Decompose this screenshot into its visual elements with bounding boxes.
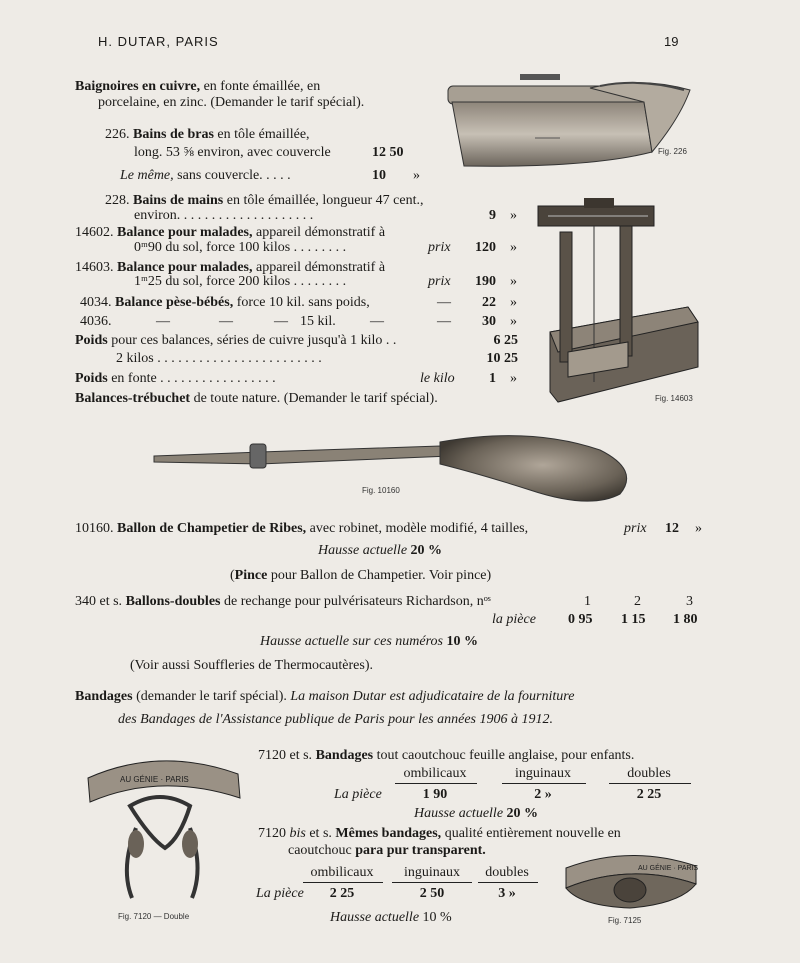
item-desc-bold: para pur transparent. [355, 843, 486, 858]
item-title: Pince [234, 568, 268, 583]
item-226-line1 [105, 127, 310, 143]
bandage-belt-illustration [560, 848, 702, 916]
item-14602-line2: 0ᵐ90 du sol, force 100 kilos . . . . . . . . [134, 240, 347, 255]
item-title: Balance pèse-bébés, [115, 295, 234, 310]
ballons-doubles-n1: 1 [584, 594, 591, 609]
bathtub-illustration [440, 68, 700, 174]
poids-line1 [75, 333, 396, 349]
item-title: Ballons-doubles [125, 594, 221, 609]
item-4036-num: 4036. [80, 314, 112, 329]
item-desc: (demander le tarif spécial). [136, 689, 287, 704]
item-number: 4034. [80, 295, 112, 310]
ballon-hausse [318, 543, 442, 559]
item-italic: Le même, [120, 168, 174, 183]
ballons-doubles-p3: 1 80 [673, 612, 698, 627]
poids-line1-price: 6 25 [493, 333, 518, 348]
item-title: Bandages [75, 689, 133, 704]
poids-fonte-price-sign: » [510, 371, 517, 386]
item-4034-dash: — [437, 295, 451, 310]
item-number: 226. [105, 127, 130, 142]
item-4036-desc: 15 kil. [300, 314, 336, 329]
hausse-label: Hausse actuelle [414, 806, 504, 821]
item-desc: de toute nature. (Demander le tarif spécial). [193, 391, 438, 406]
item-14602-price-sign: » [510, 240, 517, 255]
item-title: Balance pour malades, [117, 260, 253, 275]
item-desc: avec robinet, modèle modifié, 4 tailles, [309, 521, 529, 536]
hausse-value: 10 % [422, 910, 452, 925]
b7120bis-col-doubles: doubles [485, 865, 529, 880]
item-title: Balances-trébuchet [75, 391, 191, 406]
ballons-doubles-la-piece: la pièce [492, 612, 536, 627]
item-desc: pour Ballon de Champetier. Voir pince) [270, 568, 492, 583]
ballons-doubles-n3: 3 [686, 594, 693, 609]
b7120-v1: 1 90 [422, 787, 448, 802]
b7120bis-hausse [330, 910, 452, 926]
item-desc: de rechange pour pulvérisateurs Richardson, nᵒˢ [224, 594, 491, 609]
b7120bis-rule-2 [392, 882, 472, 883]
item-number: 228. [105, 193, 130, 208]
poids-line2-price: 10 25 [486, 351, 518, 366]
item-14603-prix: prix [428, 274, 451, 289]
b7120bis-line2 [288, 843, 486, 859]
b7120-v2: 2 » [534, 787, 552, 802]
belt-engraving: AU GÉNIE · PARIS [638, 865, 699, 872]
item-4036-price-sign: » [510, 314, 517, 329]
fig-7125-caption: Fig. 7125 [608, 916, 642, 925]
ballon-price-sign: » [695, 521, 702, 536]
item-desc: tout caoutchouc feuille anglaise, pour enfants. [376, 748, 635, 763]
item-desc: appareil démonstratif à [255, 260, 386, 275]
item-4036-dash5: — [437, 314, 451, 329]
item-226b-price: 10 [372, 168, 386, 183]
item-title: Mêmes bandages, [335, 826, 442, 841]
hausse-label: Hausse actuelle sur ces numéros [260, 634, 444, 649]
ballon-illustration [150, 430, 640, 510]
voir-aussi: (Voir aussi Souffleries de Thermocautères). [130, 658, 373, 673]
item-number: 7120 et s. [258, 748, 313, 763]
fig-7120-caption: Fig. 7120 — Double [118, 912, 190, 921]
scale-illustration [528, 192, 700, 412]
item-14602-line1 [75, 225, 385, 241]
hausse-label: Hausse actuelle [330, 910, 420, 925]
trebuchet-line [75, 391, 438, 407]
item-number: 7120 [258, 826, 286, 841]
item-14602-price: 120 [475, 240, 496, 255]
item-226-price: 12 50 [372, 145, 404, 160]
running-header: H. DUTAR, PARIS [98, 34, 219, 49]
ballon-price: 12 [665, 521, 679, 536]
item-4036-dash2: — [219, 314, 233, 329]
poids-fonte-unit: le kilo [420, 371, 455, 386]
item-title: Bandages [315, 748, 374, 763]
item-228-price: 9 [489, 208, 496, 223]
item-title: Poids [75, 371, 108, 386]
item-4034-price-sign: » [510, 295, 517, 310]
belt-engraving: AU GÉNIE · PARIS [120, 775, 189, 784]
item-226-line2: long. 53 ⅝ environ, avec couvercle [134, 145, 331, 160]
item-4036-dash1: — [156, 314, 170, 329]
item-4034-price: 22 [482, 295, 496, 310]
item-14603-price: 190 [475, 274, 496, 289]
b7120-col-doubles: doubles [627, 766, 671, 781]
item-number: 10160. [75, 521, 114, 536]
bandages-line2: des Bandages de l'Assistance publique de Paris pour les années 1906 à 1912. [118, 712, 553, 727]
item-bis: bis [289, 826, 306, 841]
poids-line2: 2 kilos . . . . . . . . . . . . . . . . . . . . . . . . [116, 351, 322, 366]
bandage-double-illustration [80, 748, 245, 910]
hausse-value: 10 % [446, 634, 479, 649]
poids-fonte-price: 1 [489, 371, 496, 386]
item-desc: en tôle émaillée, [217, 127, 310, 142]
bandages-line1 [75, 689, 574, 705]
item-desc: force 10 kil. sans poids, [236, 295, 370, 310]
item-desc: pour ces balances, séries de cuivre jusqu'à 1 kilo . . [111, 333, 397, 348]
page-number: 19 [664, 34, 679, 49]
item-number: 14603. [75, 260, 114, 275]
b7120bis-col-ombilicaux: ombilicaux [310, 865, 374, 880]
ballons-doubles-p1: 0 95 [568, 612, 593, 627]
b7120bis-la-piece: La pièce [256, 886, 304, 901]
baignoires-line1 [75, 79, 320, 95]
poids-fonte-line [75, 371, 276, 387]
item-title: Bains de bras [133, 127, 214, 142]
b7120-rule-2 [502, 783, 586, 784]
b7120-rule-1 [395, 783, 477, 784]
b7120bis-rule-1 [303, 882, 383, 883]
item-title: Poids [75, 333, 108, 348]
item-4034-line [80, 295, 370, 311]
fig-226-caption: Fig. 226 [658, 147, 687, 156]
item-14602-prix: prix [428, 240, 451, 255]
ballons-doubles-hausse [260, 634, 478, 650]
bandages-italic: La maison Dutar est adjudicataire de la fourniture [290, 689, 575, 704]
b7120bis-line1 [258, 826, 621, 842]
item-title: Balance pour malades, [117, 225, 253, 240]
item-226b-line [120, 168, 291, 184]
item-title: Bains de mains [133, 193, 224, 208]
b7120-v3: 2 25 [636, 787, 662, 802]
pince-line [230, 568, 491, 584]
item-desc: en fonte . . . . . . . . . . . . . . . . . [111, 371, 276, 386]
b7120bis-rule-3 [478, 882, 538, 883]
b7120bis-v3: 3 » [498, 886, 516, 901]
b7120-rule-3 [609, 783, 691, 784]
ballons-doubles-n2: 2 [634, 594, 641, 609]
item-4036-dash3: — [274, 314, 288, 329]
item-14603-line2: 1ᵐ25 du sol, force 200 kilos . . . . . . . . [134, 274, 347, 289]
item-title: Ballon de Champetier de Ribes, [117, 521, 307, 536]
item-desc: caoutchouc [288, 843, 352, 858]
item-4036-price: 30 [482, 314, 496, 329]
b7120-col-inguinaux: inguinaux [515, 766, 571, 781]
item-desc: qualité entièrement nouvelle en [444, 826, 621, 841]
b7120-line1 [258, 748, 634, 764]
b7120-col-ombilicaux: ombilicaux [403, 766, 467, 781]
ballons-doubles-p2: 1 15 [621, 612, 646, 627]
ballon-prix: prix [624, 521, 647, 536]
b7120bis-v2: 2 50 [419, 886, 445, 901]
item-number: 340 et s. [75, 594, 123, 609]
b7120-la-piece: La pièce [334, 787, 382, 802]
item-228-price-sign: » [510, 208, 517, 223]
item-number: 14602. [75, 225, 114, 240]
baignoires-title: Baignoires en cuivre, [75, 79, 201, 94]
item-desc: en tôle émaillée, longueur 47 cent., [226, 193, 424, 208]
baignoires-text: en fonte émaillée, en [203, 79, 321, 94]
hausse-label: Hausse actuelle [318, 543, 408, 558]
baignoires-line2: porcelaine, en zinc. (Demander le tarif spécial). [98, 95, 365, 110]
fig-14603-caption: Fig. 14603 [655, 394, 693, 403]
ballon-line1 [75, 521, 528, 537]
hausse-value: 20 % [410, 543, 443, 558]
item-et: et s. [309, 826, 332, 841]
item-desc: sans couvercle. . . . . [177, 168, 291, 183]
hausse-value: 20 % [506, 806, 539, 821]
item-228-line1 [105, 193, 423, 209]
item-4036-dash4: — [370, 314, 384, 329]
item-14603-price-sign: » [510, 274, 517, 289]
item-226b-price-sign: » [413, 168, 420, 183]
fig-10160-caption: Fig. 10160 [362, 486, 400, 495]
b7120-hausse [414, 806, 538, 822]
b7120bis-col-inguinaux: inguinaux [404, 865, 460, 880]
paren: ( [230, 568, 235, 583]
item-desc: appareil démonstratif à [255, 225, 386, 240]
item-228-line2: environ. . . . . . . . . . . . . . . . . . . . [134, 208, 314, 223]
ballons-doubles-line1 [75, 594, 491, 610]
b7120bis-v1: 2 25 [329, 886, 355, 901]
